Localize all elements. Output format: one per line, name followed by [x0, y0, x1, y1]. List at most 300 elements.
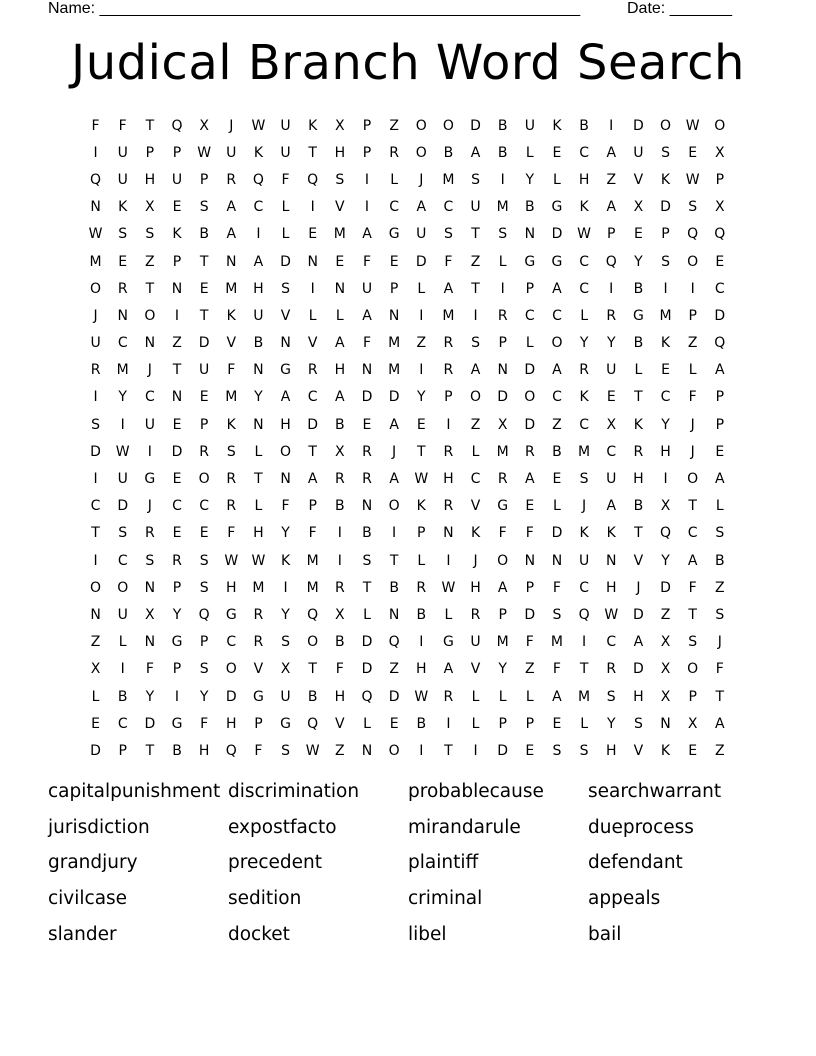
- grid-cell: K: [470, 525, 481, 542]
- grid-cell: I: [174, 307, 180, 324]
- grid-cell: P: [172, 579, 182, 596]
- grid-cell: N: [334, 280, 346, 297]
- grid-cell: M: [388, 362, 401, 379]
- grid-cell: Z: [416, 335, 427, 352]
- grid-cell: W: [305, 742, 320, 759]
- grid-cell: C: [90, 498, 101, 515]
- grid-cell: S: [281, 742, 290, 759]
- grid-cell: I: [663, 471, 668, 488]
- grid-cell: E: [552, 715, 562, 732]
- grid-cell: B: [389, 579, 399, 596]
- grid-cell: C: [552, 307, 562, 324]
- grid-cell: S: [199, 579, 209, 596]
- grid-cell: H: [633, 471, 644, 488]
- grid-cell: X: [660, 498, 671, 515]
- grid-cell: T: [579, 661, 589, 678]
- grid-cell: F: [118, 117, 127, 134]
- grid-cell: G: [280, 715, 291, 732]
- grid-cell: I: [419, 307, 424, 324]
- grid-cell: B: [307, 688, 318, 705]
- grid-cell: V: [470, 498, 481, 515]
- grid-cell: T: [416, 443, 426, 460]
- grid-cell: D: [144, 715, 156, 732]
- grid-cell: A: [525, 471, 535, 488]
- grid-cell: Q: [307, 171, 319, 188]
- grid-cell: L: [363, 606, 371, 623]
- grid-cell: D: [198, 335, 210, 352]
- grid-cell: Y: [118, 389, 127, 406]
- grid-cell: W: [604, 606, 619, 623]
- grid-cell: R: [226, 471, 237, 488]
- grid-cell: I: [120, 661, 125, 678]
- grid-cell: Z: [715, 579, 725, 596]
- grid-cell: L: [254, 443, 263, 460]
- grid-cell: B: [579, 117, 589, 134]
- grid-cell: C: [443, 199, 454, 216]
- worksheet-header: [48, 0, 748, 18]
- grid-cell: F: [362, 253, 371, 270]
- grid-cell: S: [199, 552, 209, 569]
- grid-cell: L: [335, 307, 344, 324]
- grid-cell: A: [226, 199, 237, 216]
- grid-cell: O: [280, 443, 292, 460]
- grid-cell: A: [307, 471, 318, 488]
- grid-cell: R: [172, 552, 182, 569]
- grid-cell: F: [715, 661, 724, 678]
- grid-cell: I: [446, 715, 451, 732]
- grid-cell: X: [335, 443, 345, 460]
- grid-cell: F: [335, 661, 344, 678]
- grid-cell: S: [715, 525, 725, 542]
- grid-cell: N: [280, 335, 291, 352]
- grid-cell: Z: [172, 335, 182, 352]
- grid-cell: N: [524, 226, 536, 243]
- grid-cell: Q: [605, 253, 617, 270]
- grid-cell: N: [171, 280, 183, 297]
- grid-cell: J: [147, 498, 152, 515]
- grid-cell: V: [335, 199, 345, 216]
- grid-cell: L: [688, 362, 697, 379]
- grid-cell: N: [253, 362, 264, 379]
- grid-cell: K: [660, 335, 671, 352]
- grid-cell: E: [199, 525, 209, 542]
- grid-cell: R: [443, 443, 454, 460]
- grid-cell: A: [335, 335, 345, 352]
- grid-cell: R: [443, 362, 454, 379]
- grid-cell: X: [145, 199, 155, 216]
- grid-cell: B: [199, 226, 209, 243]
- grid-cell: A: [362, 307, 372, 324]
- grid-cell: P: [199, 171, 209, 188]
- grid-cell: J: [717, 634, 722, 651]
- grid-cell: X: [633, 199, 644, 216]
- grid-cell: G: [632, 307, 644, 324]
- grid-cell: T: [308, 661, 317, 678]
- grid-cell: W: [441, 579, 456, 596]
- grid-cell: C: [389, 199, 399, 216]
- grid-cell: W: [197, 144, 212, 161]
- grid-cell: X: [280, 661, 291, 678]
- grid-cell: I: [419, 634, 424, 651]
- grid-cell: D: [632, 117, 644, 134]
- grid-cell: P: [172, 661, 182, 678]
- grid-cell: I: [310, 199, 315, 216]
- grid-cell: L: [634, 362, 643, 379]
- grid-cell: V: [633, 742, 644, 759]
- grid-cell: E: [606, 389, 616, 406]
- grid-cell: I: [609, 117, 614, 134]
- grid-cell: B: [362, 525, 372, 542]
- grid-cell: Y: [254, 389, 263, 406]
- grid-cell: N: [117, 307, 128, 324]
- grid-cell: L: [525, 144, 534, 161]
- grid-cell: A: [335, 389, 345, 406]
- grid-cell: C: [579, 280, 589, 297]
- grid-cell: E: [688, 742, 698, 759]
- word-list-item: discrimination: [228, 781, 360, 802]
- grid-cell: U: [524, 117, 535, 134]
- grid-cell: X: [660, 661, 671, 678]
- grid-cell: T: [254, 471, 263, 488]
- grid-cell: D: [660, 579, 671, 596]
- grid-cell: S: [281, 280, 290, 297]
- grid-cell: F: [688, 579, 697, 596]
- grid-cell: Y: [579, 335, 589, 352]
- grid-cell: T: [145, 280, 155, 297]
- word-list-item: docket: [228, 923, 290, 945]
- grid-cell: O: [497, 552, 509, 569]
- grid-cell: S: [715, 606, 725, 623]
- grid-cell: D: [280, 253, 291, 270]
- grid-cell: U: [117, 606, 128, 623]
- grid-cell: N: [307, 253, 318, 270]
- grid-cell: F: [552, 579, 561, 596]
- grid-cell: R: [497, 307, 508, 324]
- grid-cell: E: [91, 715, 100, 732]
- grid-cell: U: [361, 280, 373, 297]
- grid-cell: Y: [661, 416, 670, 433]
- grid-cell: F: [145, 661, 154, 678]
- grid-cell: H: [605, 742, 617, 759]
- grid-cell: G: [144, 471, 156, 488]
- name-field-label: Name: ______________________________________________________: [48, 0, 581, 17]
- grid-cell: M: [225, 280, 238, 297]
- grid-cell: C: [552, 389, 562, 406]
- grid-cell: L: [580, 307, 588, 324]
- grid-cell: X: [199, 117, 209, 134]
- grid-cell: G: [551, 199, 563, 216]
- grid-cell: H: [253, 280, 264, 297]
- grid-cell: F: [227, 362, 236, 379]
- grid-cell: S: [552, 606, 562, 623]
- grid-cell: R: [443, 498, 454, 515]
- grid-cell: V: [470, 661, 481, 678]
- grid-cell: N: [144, 634, 156, 651]
- grid-cell: Z: [389, 661, 399, 678]
- grid-cell: P: [525, 579, 535, 596]
- grid-cell: N: [606, 552, 617, 569]
- grid-cell: D: [632, 661, 644, 678]
- grid-cell: G: [497, 498, 509, 515]
- grid-cell: M: [578, 443, 591, 460]
- grid-cell: K: [226, 307, 236, 324]
- grid-cell: O: [388, 742, 400, 759]
- grid-cell: L: [254, 498, 263, 515]
- grid-cell: B: [715, 552, 725, 569]
- grid-cell: P: [715, 416, 725, 433]
- grid-cell: T: [634, 389, 643, 406]
- grid-cell: I: [174, 688, 180, 705]
- grid-cell: I: [500, 280, 505, 297]
- grid-cell: F: [525, 525, 534, 542]
- grid-cell: Z: [660, 606, 671, 623]
- grid-cell: I: [663, 280, 668, 297]
- grid-cell: H: [660, 443, 671, 460]
- grid-cell: C: [579, 579, 589, 596]
- grid-cell: J: [690, 416, 695, 433]
- grid-cell: U: [280, 144, 291, 161]
- grid-cell: R: [144, 525, 155, 542]
- grid-cell: T: [471, 280, 480, 297]
- grid-cell: D: [660, 199, 671, 216]
- grid-cell: Z: [715, 742, 725, 759]
- grid-cell: X: [497, 416, 508, 433]
- grid-cell: Q: [307, 606, 319, 623]
- grid-cell: H: [198, 742, 210, 759]
- word-list-item: grandjury: [48, 852, 138, 874]
- grid-cell: T: [389, 552, 399, 569]
- grid-cell: I: [93, 144, 98, 161]
- grid-cell: W: [115, 443, 130, 460]
- grid-cell: H: [334, 144, 346, 161]
- grid-cell: Y: [199, 688, 209, 705]
- grid-cell: L: [525, 688, 534, 705]
- grid-cell: P: [688, 307, 697, 324]
- grid-cell: M: [442, 307, 455, 324]
- grid-cell: E: [416, 416, 426, 433]
- grid-cell: N: [226, 253, 237, 270]
- grid-cell: P: [172, 253, 182, 270]
- grid-cell: T: [308, 144, 317, 161]
- grid-cell: O: [660, 117, 672, 134]
- grid-cell: U: [606, 471, 617, 488]
- grid-cell: O: [90, 579, 102, 596]
- grid-cell: Z: [335, 742, 345, 759]
- grid-cell: J: [690, 443, 695, 460]
- grid-cell: S: [362, 552, 372, 569]
- grid-cell: S: [199, 199, 209, 216]
- word-list-item: probablecause: [408, 781, 544, 802]
- grid-cell: L: [308, 307, 317, 324]
- grid-cell: S: [226, 443, 236, 460]
- grid-cell: J: [229, 117, 234, 134]
- grid-cell: H: [578, 171, 590, 188]
- grid-cell: S: [471, 335, 480, 352]
- grid-cell: B: [497, 144, 508, 161]
- grid-cell: Y: [498, 661, 507, 678]
- grid-cell: H: [253, 525, 264, 542]
- grid-cell: K: [660, 742, 671, 759]
- grid-cell: B: [253, 335, 264, 352]
- grid-cell: E: [199, 280, 209, 297]
- grid-cell: U: [470, 199, 481, 216]
- grid-cell: F: [688, 389, 697, 406]
- grid-cell: I: [364, 199, 370, 216]
- grid-cell: E: [172, 199, 182, 216]
- grid-cell: D: [714, 307, 726, 324]
- grid-cell: F: [227, 525, 236, 542]
- grid-cell: I: [364, 171, 370, 188]
- grid-cell: G: [551, 253, 563, 270]
- grid-cell: K: [118, 199, 128, 216]
- grid-cell: R: [606, 307, 617, 324]
- grid-cell: O: [415, 117, 427, 134]
- grid-cell: U: [253, 307, 264, 324]
- grid-cell: K: [416, 498, 426, 515]
- grid-cell: X: [715, 144, 725, 161]
- grid-cell: E: [688, 144, 698, 161]
- word-list-item: sedition: [228, 888, 302, 910]
- grid-cell: L: [118, 634, 127, 651]
- grid-cell: D: [361, 661, 373, 678]
- grid-cell: L: [417, 280, 426, 297]
- grid-cell: S: [633, 715, 643, 732]
- grid-cell: H: [334, 362, 346, 379]
- grid-cell: A: [362, 226, 372, 243]
- grid-cell: T: [145, 117, 155, 134]
- grid-cell: X: [335, 606, 345, 623]
- grid-cell: J: [392, 443, 397, 460]
- grid-cell: D: [90, 443, 101, 460]
- grid-cell: D: [117, 498, 129, 515]
- grid-cell: I: [473, 742, 478, 759]
- word-list-item: dueprocess: [588, 816, 694, 838]
- grid-cell: N: [253, 416, 264, 433]
- grid-cell: C: [470, 471, 481, 488]
- grid-cell: R: [334, 471, 345, 488]
- grid-cell: W: [251, 117, 266, 134]
- word-search-grid: [82, 112, 734, 765]
- grid-cell: N: [90, 199, 101, 216]
- grid-cell: H: [334, 688, 346, 705]
- grid-cell: E: [715, 443, 725, 460]
- grid-cell: X: [715, 199, 725, 216]
- grid-cell: R: [199, 443, 209, 460]
- grid-cell: J: [93, 307, 98, 324]
- grid-cell: E: [552, 144, 562, 161]
- grid-cell: T: [308, 443, 317, 460]
- grid-cell: C: [606, 634, 617, 651]
- grid-cell: R: [524, 443, 535, 460]
- grid-cell: P: [118, 742, 127, 759]
- grid-cell: H: [280, 416, 291, 433]
- grid-cell: L: [471, 715, 480, 732]
- grid-cell: E: [308, 226, 318, 243]
- grid-cell: K: [606, 525, 616, 542]
- grid-cell: M: [252, 579, 265, 596]
- grid-cell: S: [498, 226, 508, 243]
- grid-cell: V: [335, 715, 345, 732]
- grid-cell: I: [419, 742, 424, 759]
- grid-cell: Y: [172, 606, 182, 623]
- grid-cell: X: [90, 661, 101, 678]
- grid-cell: L: [444, 606, 453, 623]
- word-list-item: slander: [48, 923, 117, 945]
- grid-cell: S: [579, 742, 589, 759]
- grid-cell: R: [226, 498, 237, 515]
- grid-cell: O: [117, 579, 129, 596]
- grid-cell: E: [715, 253, 725, 270]
- grid-cell: P: [172, 144, 182, 161]
- grid-cell: A: [687, 552, 698, 569]
- grid-cell: A: [715, 715, 725, 732]
- grid-cell: D: [307, 416, 319, 433]
- grid-cell: S: [552, 742, 562, 759]
- grid-cell: O: [388, 498, 400, 515]
- grid-cell: S: [443, 226, 453, 243]
- grid-cell: V: [280, 307, 291, 324]
- grid-cell: K: [660, 171, 671, 188]
- grid-cell: L: [91, 688, 100, 705]
- grid-cell: C: [226, 634, 237, 651]
- grid-cell: Z: [90, 634, 101, 651]
- grid-cell: T: [199, 307, 209, 324]
- grid-cell: N: [497, 362, 508, 379]
- grid-cell: R: [362, 443, 372, 460]
- grid-cell: O: [90, 280, 102, 297]
- grid-cell: U: [117, 144, 128, 161]
- grid-cell: X: [687, 715, 698, 732]
- grid-cell: W: [414, 688, 429, 705]
- grid-cell: S: [471, 171, 480, 188]
- grid-cell: O: [687, 471, 699, 488]
- grid-cell: D: [551, 226, 563, 243]
- grid-cell: P: [199, 416, 209, 433]
- grid-cell: L: [390, 171, 399, 188]
- grid-cell: X: [606, 416, 617, 433]
- grid-cell: R: [90, 362, 101, 379]
- grid-cell: L: [498, 253, 507, 270]
- grid-cell: E: [389, 715, 399, 732]
- grid-cell: A: [443, 280, 454, 297]
- grid-cell: I: [283, 579, 288, 596]
- grid-cell: M: [388, 335, 401, 352]
- grid-cell: D: [524, 416, 536, 433]
- grid-cell: K: [579, 525, 589, 542]
- grid-cell: C: [172, 498, 182, 515]
- grid-cell: Z: [552, 416, 562, 433]
- grid-cell: L: [553, 171, 561, 188]
- grid-cell: S: [118, 226, 128, 243]
- grid-cell: N: [90, 606, 101, 623]
- grid-cell: X: [335, 117, 345, 134]
- word-list-item: capitalpunishment: [48, 781, 221, 802]
- grid-cell: S: [606, 688, 616, 705]
- grid-cell: R: [633, 443, 644, 460]
- grid-cell: C: [579, 253, 589, 270]
- grid-cell: Q: [361, 688, 373, 705]
- grid-cell: N: [144, 335, 156, 352]
- grid-cell: I: [147, 443, 152, 460]
- grid-cell: N: [361, 498, 373, 515]
- grid-cell: T: [715, 688, 725, 705]
- grid-cell: A: [389, 416, 399, 433]
- grid-cell: T: [172, 362, 182, 379]
- grid-cell: N: [551, 552, 563, 569]
- grid-cell: B: [416, 606, 427, 623]
- grid-cell: K: [579, 389, 589, 406]
- grid-cell: R: [253, 606, 264, 623]
